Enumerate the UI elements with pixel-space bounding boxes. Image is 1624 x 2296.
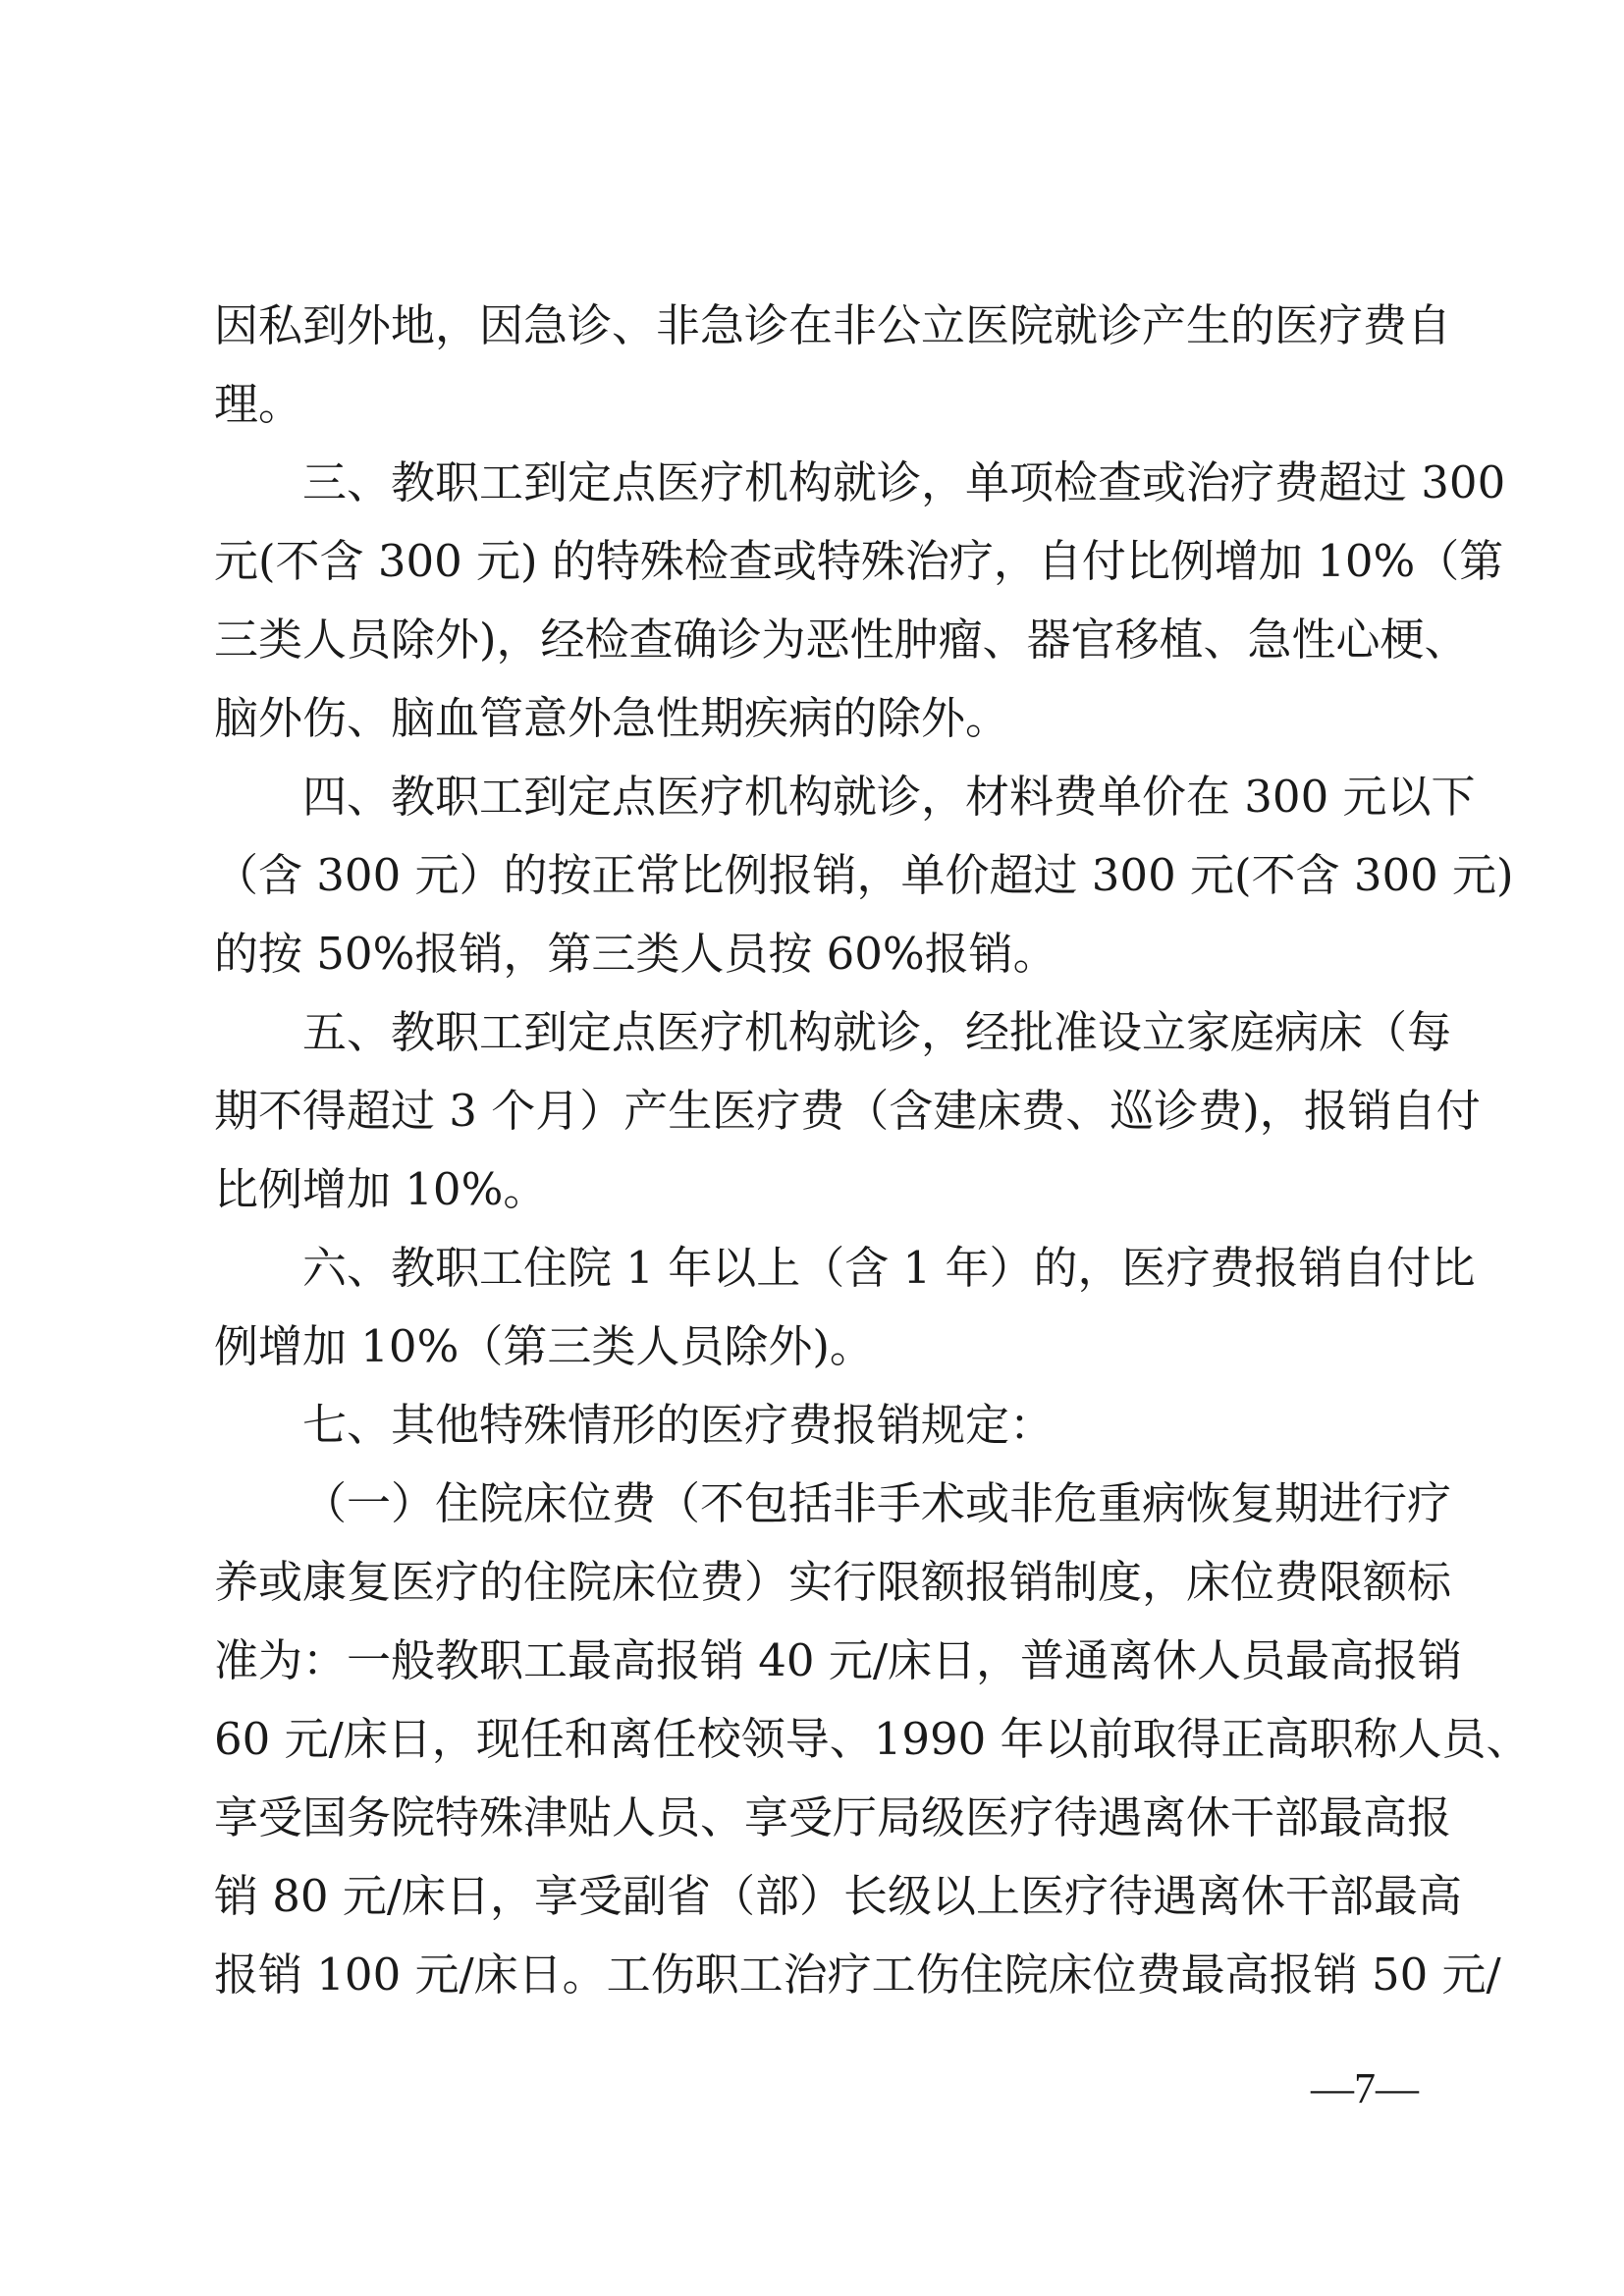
text-line: 因私到外地，因急诊、非急诊在非公立医院就诊产生的医疗费自 — [214, 299, 1452, 351]
paragraph-five-line: 五、教职工到定点医疗机构就诊，经批准设立家庭病床（每 — [302, 1006, 1452, 1058]
text-line: 理。 — [214, 378, 303, 430]
paragraph-four-line: 四、教职工到定点医疗机构就诊，材料费单价在 300 元以下 — [302, 771, 1476, 823]
text-line: 60 元/床日，现任和离任校领导、1990 年以前取得正高职称人员、 — [214, 1713, 1531, 1765]
page-number: —7— — [1311, 2064, 1419, 2112]
text-line: 比例增加 10%。 — [214, 1163, 548, 1215]
paragraph-six-line: 六、教职工住院 1 年以上（含 1 年）的，医疗费报销自付比 — [302, 1242, 1476, 1294]
text-line: 享受国务院特殊津贴人员、享受厅局级医疗待遇离休干部最高报 — [214, 1791, 1452, 1843]
text-line: 脑外伤、脑血管意外急性期疾病的除外。 — [214, 692, 1010, 744]
text-line: 报销 100 元/床日。工伤职工治疗工伤住院床位费最高报销 50 元/ — [214, 1949, 1501, 2001]
text-line: 期不得超过 3 个月）产生医疗费（含建床费、巡诊费)，报销自付 — [214, 1085, 1481, 1137]
text-line: 销 80 元/床日，享受副省（部）长级以上医疗待遇离休干部最高 — [214, 1870, 1463, 1922]
paragraph-seven-heading: 七、其他特殊情形的医疗费报销规定： — [302, 1399, 1055, 1451]
text-line: 三类人员除外)，经检查确诊为恶性肿瘤、器官移植、急性心梗、 — [214, 614, 1469, 666]
text-line: 养或康复医疗的住院床位费）实行限额报销制度，床位费限额标 — [214, 1556, 1452, 1608]
paragraph-three-line: 三、教职工到定点医疗机构就诊，单项检查或治疗费超过 300 — [302, 456, 1506, 508]
text-line: 元(不含 300 元) 的特殊检查或特殊治疗，自付比例增加 10%（第 — [214, 535, 1504, 587]
subparagraph-one-line: （一）住院床位费（不包括非手术或非危重病恢复期进行疗 — [302, 1477, 1452, 1529]
text-line: 准为：一般教职工最高报销 40 元/床日，普通离休人员最高报销 — [214, 1634, 1463, 1686]
text-line: 的按 50%报销，第三类人员按 60%报销。 — [214, 928, 1057, 980]
text-line: （含 300 元）的按正常比例报销，单价超过 300 元(不含 300 元) — [214, 849, 1514, 901]
text-line: 例增加 10%（第三类人员除外)。 — [214, 1320, 874, 1372]
